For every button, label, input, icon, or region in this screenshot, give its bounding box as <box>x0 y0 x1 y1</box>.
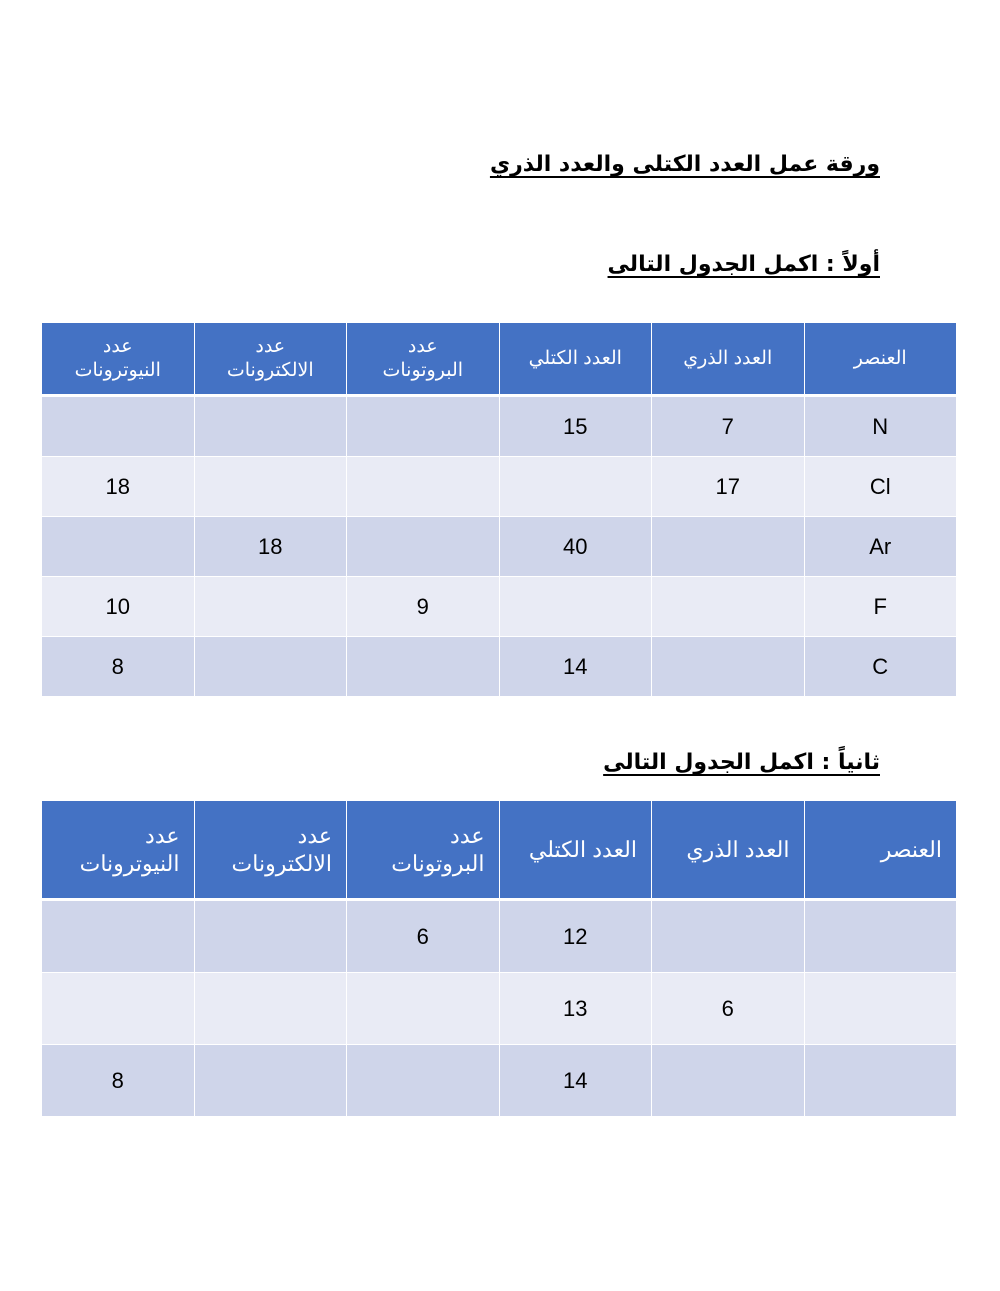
header-label-line1: عدد <box>450 823 485 848</box>
header-protons <box>347 801 500 900</box>
header-neutrons <box>42 801 195 900</box>
header-electrons <box>194 801 347 900</box>
cell-protons[interactable] <box>347 1045 500 1117</box>
cell-neutrons[interactable] <box>42 900 195 973</box>
header-label-line1: عدد <box>255 335 286 357</box>
table-row <box>42 396 957 457</box>
cell-element[interactable]: Cl <box>804 457 957 517</box>
section-one-title: أولاً : اكمل الجدول التالى <box>607 252 880 277</box>
table-row <box>42 637 957 697</box>
cell-neutrons[interactable] <box>42 396 195 457</box>
header-label: العدد الذري <box>686 836 790 862</box>
cell-mass-number[interactable]: 14 <box>499 637 652 697</box>
cell-mass-number[interactable] <box>499 457 652 517</box>
cell-atomic-number[interactable] <box>652 517 805 577</box>
header-label-line2: الالكترونات <box>231 850 332 876</box>
cell-protons[interactable] <box>347 973 500 1045</box>
worksheet-title: ورقة عمل العدد الكتلى والعدد الذري <box>489 152 880 177</box>
header-label: العدد الذري <box>683 347 773 369</box>
cell-mass-number[interactable] <box>499 577 652 637</box>
cell-mass-number[interactable]: 14 <box>499 1045 652 1117</box>
header-element <box>804 801 957 900</box>
cell-atomic-number[interactable]: 6 <box>652 973 805 1045</box>
section-two-title: ثانياً : اكمل الجدول التالى <box>603 750 880 775</box>
cell-electrons[interactable] <box>194 577 347 637</box>
header-electrons <box>194 323 347 396</box>
cell-atomic-number[interactable]: 7 <box>652 396 805 457</box>
header-element <box>804 323 957 396</box>
cell-mass-number[interactable]: 15 <box>499 396 652 457</box>
cell-protons[interactable] <box>347 457 500 517</box>
header-label: العنصر <box>853 347 907 369</box>
header-protons <box>347 323 500 396</box>
cell-mass-number[interactable]: 13 <box>499 973 652 1045</box>
cell-element[interactable]: N <box>804 396 957 457</box>
header-label: العدد الكتلي <box>528 347 622 369</box>
header-atomic-number <box>652 323 805 396</box>
table-header-row <box>42 323 957 396</box>
table-header-row <box>42 801 957 900</box>
cell-protons[interactable]: 6 <box>347 900 500 973</box>
element-table-two <box>41 800 957 1117</box>
cell-element[interactable] <box>804 900 957 973</box>
header-label-line2: النيوترونات <box>74 359 161 381</box>
cell-neutrons[interactable] <box>42 517 195 577</box>
cell-protons[interactable] <box>347 517 500 577</box>
cell-neutrons[interactable]: 8 <box>42 1045 195 1117</box>
cell-mass-number[interactable]: 12 <box>499 900 652 973</box>
cell-neutrons[interactable]: 18 <box>42 457 195 517</box>
cell-element[interactable]: C <box>804 637 957 697</box>
cell-electrons[interactable] <box>194 900 347 973</box>
header-mass-number <box>499 323 652 396</box>
cell-atomic-number[interactable] <box>652 577 805 637</box>
cell-neutrons[interactable]: 8 <box>42 637 195 697</box>
cell-electrons[interactable] <box>194 396 347 457</box>
cell-neutrons[interactable]: 10 <box>42 577 195 637</box>
header-atomic-number <box>652 801 805 900</box>
header-mass-number <box>499 801 652 900</box>
table-row <box>42 973 957 1045</box>
cell-electrons[interactable] <box>194 973 347 1045</box>
header-label-line1: عدد <box>297 823 332 848</box>
table-row <box>42 577 957 637</box>
cell-electrons[interactable] <box>194 457 347 517</box>
table-row <box>42 517 957 577</box>
header-label-line2: الالكترونات <box>226 359 314 381</box>
table-row <box>42 1045 957 1117</box>
cell-atomic-number[interactable] <box>652 637 805 697</box>
header-label-line2: النيوترونات <box>79 850 180 876</box>
header-label: العنصر <box>880 836 942 862</box>
cell-electrons[interactable]: 18 <box>194 517 347 577</box>
header-label-line1: عدد <box>407 335 438 357</box>
cell-element[interactable]: Ar <box>804 517 957 577</box>
element-table-one <box>41 322 957 697</box>
cell-element[interactable] <box>804 1045 957 1117</box>
cell-atomic-number[interactable] <box>652 1045 805 1117</box>
table-row <box>42 900 957 973</box>
header-label-line2: البروتونات <box>391 850 485 876</box>
header-label-line1: عدد <box>145 823 180 848</box>
cell-mass-number[interactable]: 40 <box>499 517 652 577</box>
header-label-line2: البروتونات <box>382 359 464 381</box>
header-label-line1: عدد <box>102 335 133 357</box>
header-label: العدد الكتلي <box>528 836 637 862</box>
cell-protons[interactable]: 9 <box>347 577 500 637</box>
cell-atomic-number[interactable]: 17 <box>652 457 805 517</box>
cell-electrons[interactable] <box>194 1045 347 1117</box>
header-neutrons <box>42 323 195 396</box>
cell-neutrons[interactable] <box>42 973 195 1045</box>
cell-atomic-number[interactable] <box>652 900 805 973</box>
cell-element[interactable]: F <box>804 577 957 637</box>
cell-protons[interactable] <box>347 637 500 697</box>
cell-electrons[interactable] <box>194 637 347 697</box>
cell-protons[interactable] <box>347 396 500 457</box>
table-row <box>42 457 957 517</box>
cell-element[interactable] <box>804 973 957 1045</box>
